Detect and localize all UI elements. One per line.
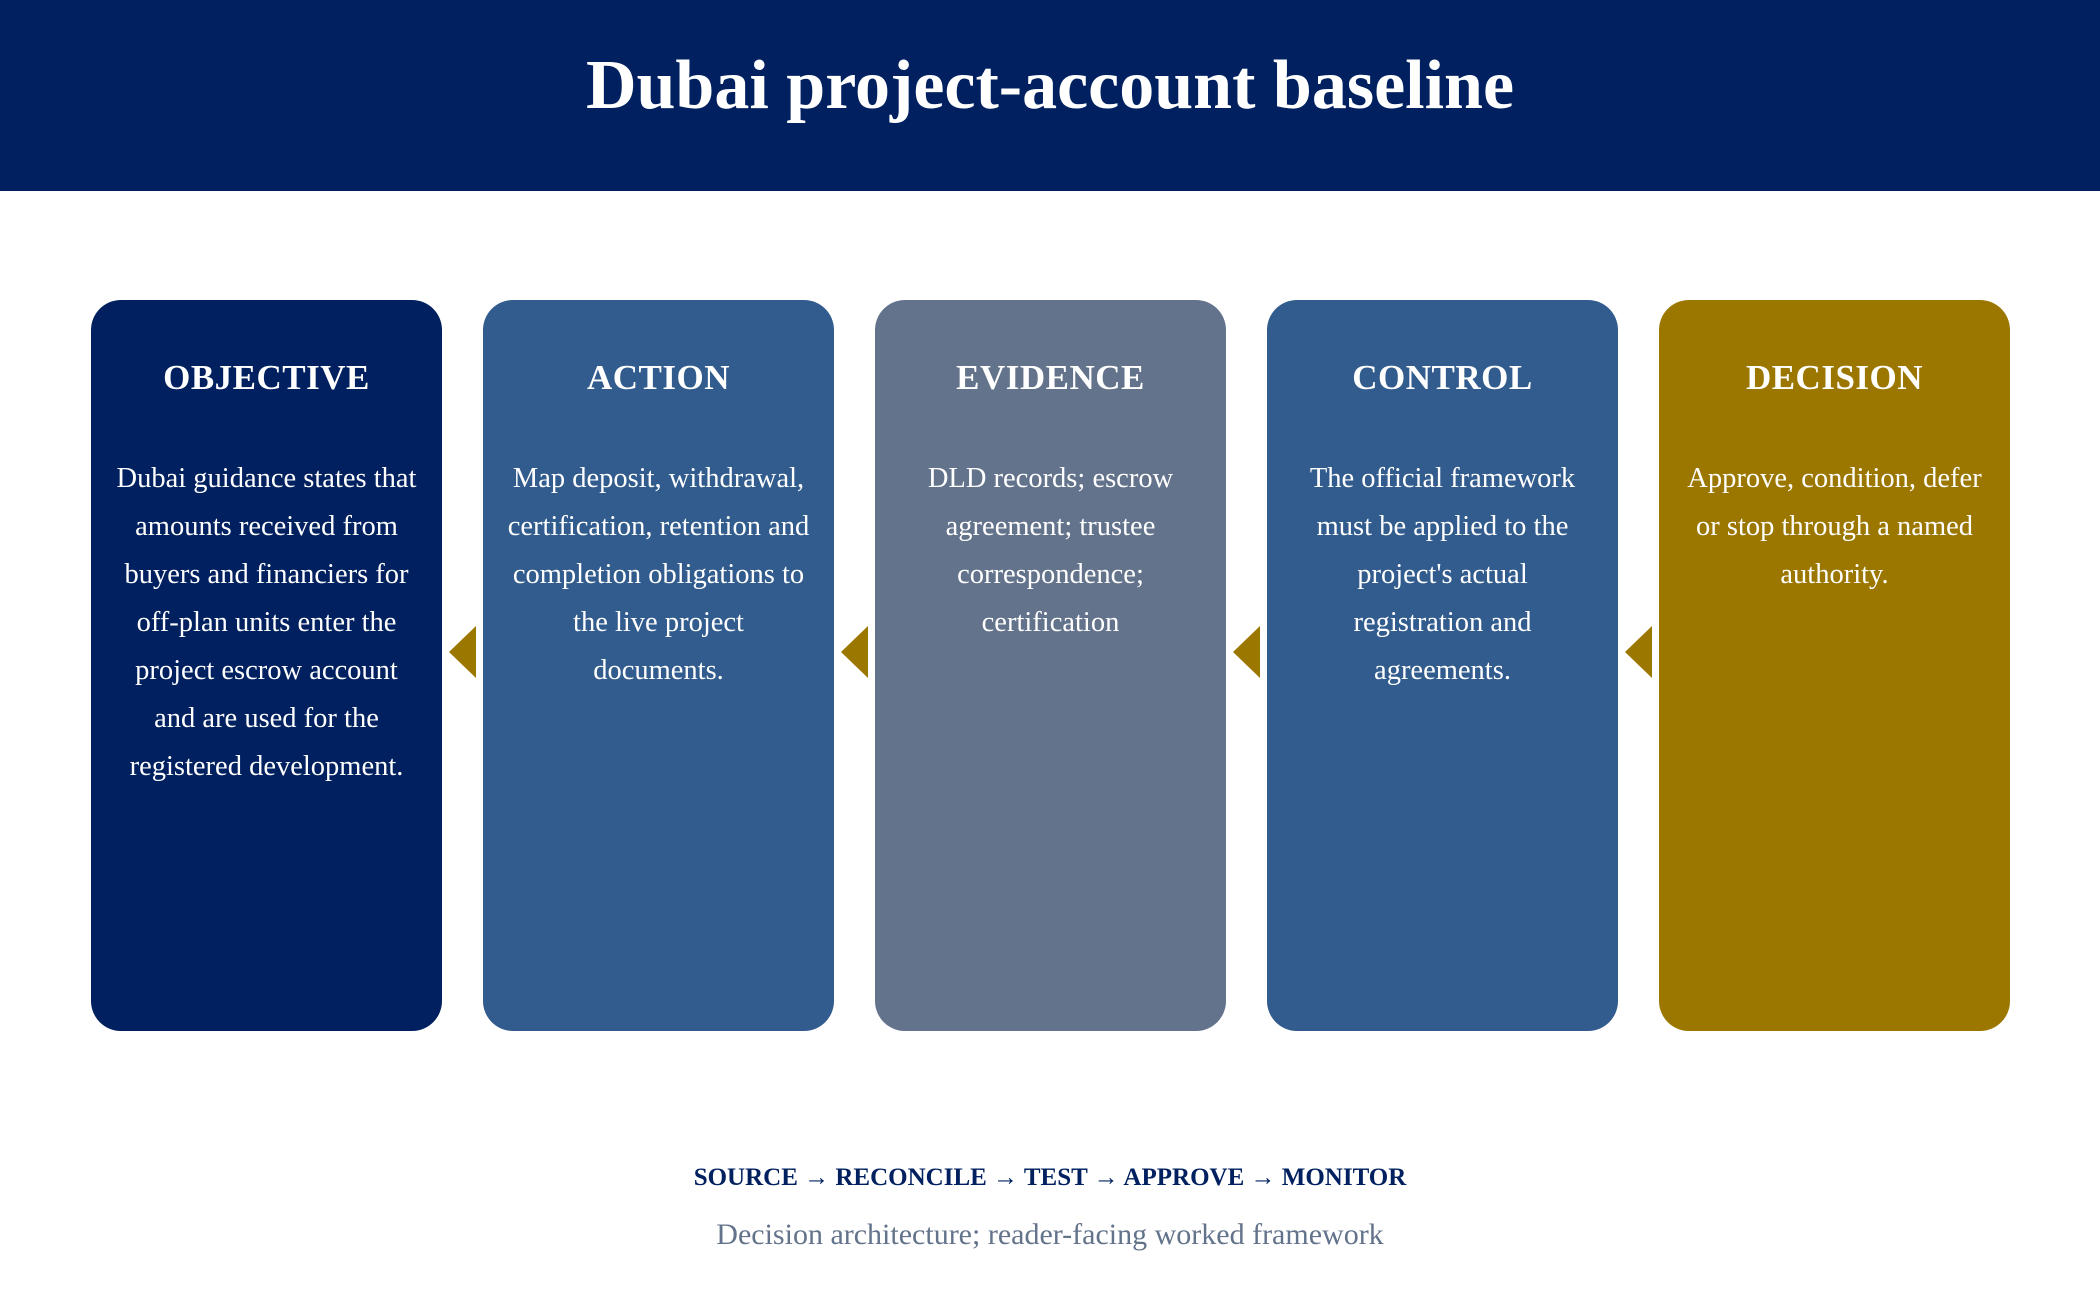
card-control xyxy=(1267,300,1618,1031)
triangle-left-icon xyxy=(449,626,476,678)
card-title-objective: OBJECTIVE xyxy=(163,358,370,397)
card-action xyxy=(483,300,834,1031)
diagram-subtitle: Decision architecture; reader-facing worked framework xyxy=(716,1218,1384,1251)
triangle-left-icon xyxy=(841,626,868,678)
card-evidence xyxy=(875,300,1226,1031)
triangle-left-icon xyxy=(1625,626,1652,678)
card-objective xyxy=(91,300,442,1031)
card-title-evidence: EVIDENCE xyxy=(956,358,1145,397)
page-title: Dubai project-account baseline xyxy=(585,46,1515,124)
card-body-action: Map deposit, withdrawal, certification, retention and completion obligations to the live project documents. xyxy=(507,463,810,686)
header-banner xyxy=(0,0,2100,191)
process-flow-label: SOURCE → RECONCILE → TEST → APPROVE → MONITOR xyxy=(693,1164,1407,1191)
card-body-decision: Approve, condition, defer or stop through a named authority. xyxy=(1687,463,1982,590)
card-body-objective: Dubai guidance states that amounts received from buyers and financiers for off-plan units enter the project escrow account and are used for the registered development. xyxy=(116,463,417,782)
triangle-left-icon xyxy=(1233,626,1260,678)
card-title-action: ACTION xyxy=(586,358,731,397)
card-title-decision: DECISION xyxy=(1745,358,1924,397)
card-title-control: CONTROL xyxy=(1352,358,1533,397)
card-decision xyxy=(1659,300,2010,1031)
card-body-evidence: DLD records; escrow agreement; trustee correspondence; certification xyxy=(927,463,1174,638)
card-body-control: The official framework must be applied to the project's actual registration and agreements. xyxy=(1309,463,1576,686)
